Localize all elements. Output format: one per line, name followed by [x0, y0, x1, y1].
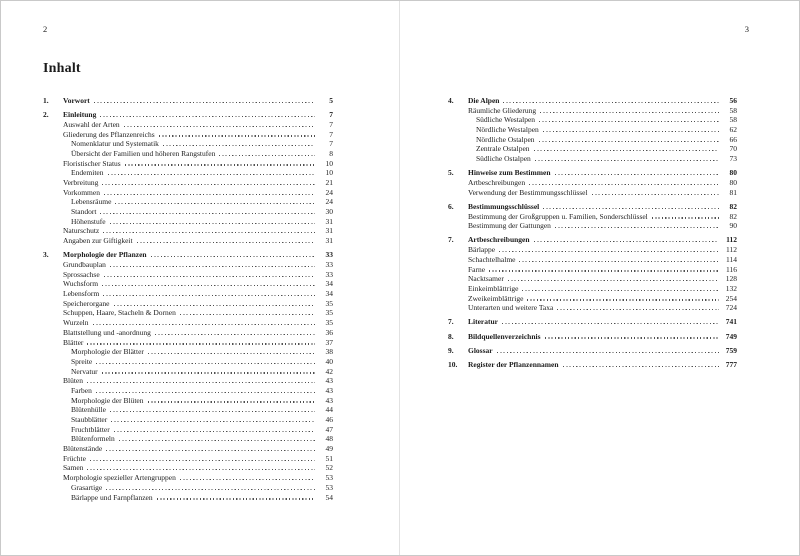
dotted-leader [90, 460, 315, 461]
toc-entry-page: 724 [725, 303, 737, 313]
toc-entry [448, 265, 737, 275]
toc-entry [448, 202, 737, 212]
toc-entry [43, 338, 333, 348]
toc-entry-label: Zweikeimblättrige [468, 293, 524, 303]
toc-entry [448, 125, 737, 135]
toc-entry [43, 367, 333, 377]
dotted-leader [502, 323, 719, 324]
toc-entry-label: Verwendung der Bestimmungsschlüssel [468, 187, 588, 197]
dotted-leader [529, 184, 719, 185]
dotted-leader [527, 299, 719, 300]
toc-entry [448, 294, 737, 304]
toc-entry [448, 360, 737, 370]
toc-entry-page: 21 [325, 178, 333, 187]
toc-entry [43, 357, 333, 367]
dotted-leader [114, 305, 315, 306]
toc-entry-page: 37 [325, 337, 333, 347]
toc-entry-page: 82 [729, 211, 737, 221]
toc-entry-page: 46 [325, 415, 333, 424]
toc-entry-page: 51 [325, 453, 333, 463]
toc-entry-label: Sprossachse [63, 269, 100, 279]
toc-entry-page: 66 [729, 134, 737, 144]
dotted-leader [180, 314, 315, 315]
toc-entry-page: 56 [729, 96, 737, 105]
toc-entry-label: Schuppen, Haare, Stacheln & Dornen [63, 308, 176, 318]
toc-entry-label: Bestimmung der Großgruppen u. Familien, Sonderschlüssel [468, 211, 648, 221]
dotted-leader [102, 184, 315, 185]
toc-entry-page: 38 [325, 347, 333, 357]
toc-entry-label: Vorwort [63, 96, 90, 105]
toc-entry [43, 444, 333, 454]
toc-entry-page: 43 [325, 395, 333, 405]
toc-entry-page: 31 [325, 226, 333, 236]
toc-entry-label: Blattstellung und -anordnung [63, 327, 151, 337]
toc-entry [448, 144, 737, 154]
toc-entry-label: Nördliche Westalpen [476, 125, 539, 135]
toc-entry-label: Morphologie der Blüten [71, 395, 144, 405]
toc-entry-label: Floristischer Status [63, 158, 121, 168]
dotted-leader [555, 174, 720, 175]
toc-entry-label: Lebensform [63, 289, 100, 299]
toc-entry-page: 7 [329, 119, 333, 129]
toc-entry [43, 415, 333, 425]
toc-entry-page: 10 [325, 158, 333, 168]
toc-entry-label: Fruchtblätter [71, 424, 110, 434]
dotted-leader [163, 145, 315, 146]
dotted-leader [106, 489, 315, 490]
toc-entry-page: 777 [725, 360, 737, 369]
toc-entry-page: 35 [325, 298, 333, 308]
dotted-leader [124, 126, 315, 127]
toc-entry [43, 139, 333, 149]
toc-entry-label: Wurzeln [63, 318, 89, 328]
toc-entry-label: Speicherorgane [63, 298, 110, 308]
toc-entry [43, 159, 333, 169]
toc-entry-label: Artbeschreibungen [468, 178, 526, 187]
toc-entry-number: 7. [448, 235, 454, 245]
toc-entry-page: 741 [725, 317, 737, 327]
toc-entry [43, 110, 333, 120]
toc-entry-number: 7. [448, 317, 454, 327]
toc-entry-number: 3. [43, 250, 49, 260]
toc-entry [43, 454, 333, 464]
toc-entry-page: 90 [729, 221, 737, 231]
toc-entry [448, 135, 737, 145]
dotted-leader [110, 411, 315, 412]
toc-entry-label: Südliche Westalpen [476, 115, 536, 125]
dotted-leader [103, 232, 315, 233]
toc-entry-page: 53 [325, 482, 333, 492]
dotted-leader [219, 155, 315, 156]
toc-entry [448, 178, 737, 188]
toc-entry-page: 114 [726, 254, 737, 264]
toc-entry-page: 44 [325, 405, 333, 415]
toc-entry [448, 212, 737, 222]
toc-entry-number: 6. [448, 201, 454, 211]
dotted-leader [111, 421, 315, 422]
dotted-leader [557, 309, 719, 310]
toc-entry-page: 33 [325, 250, 333, 260]
toc-entry-page: 33 [325, 260, 333, 269]
toc-entry-label: Spreite [71, 356, 93, 366]
toc-entry [448, 106, 737, 116]
toc-entry-label: Endemiten [71, 168, 104, 178]
toc-entry-label: Blütenhülle [71, 405, 106, 415]
dotted-leader [106, 450, 315, 451]
dotted-leader [87, 343, 315, 344]
toc-entry [448, 115, 737, 125]
dotted-leader [102, 285, 315, 286]
toc-entry-label: Naturschutz [63, 226, 100, 236]
toc-entry-page: 34 [325, 279, 333, 289]
toc-entry [43, 217, 333, 227]
toc-entry-label: Die Alpen [468, 96, 500, 105]
dotted-leader [148, 353, 315, 354]
toc-entry [448, 332, 737, 342]
toc-entry-label: Staubblätter [71, 415, 108, 424]
toc-entry-number: 5. [448, 168, 454, 178]
toc-entry-page: 52 [325, 463, 333, 473]
toc-entry-label: Blütenstände [63, 444, 103, 454]
dotted-leader [497, 352, 719, 353]
toc-entry [43, 299, 333, 309]
toc-entry [43, 120, 333, 130]
toc-entry [448, 303, 737, 313]
toc-entry [448, 235, 737, 245]
toc-entry-page: 58 [729, 115, 737, 125]
toc-entry-label: Früchte [63, 453, 86, 463]
dotted-leader [110, 223, 315, 224]
toc-entry-page: 24 [325, 197, 333, 207]
dotted-leader [94, 102, 315, 103]
toc-entry-page: 7 [329, 129, 333, 139]
toc-entry-page: 43 [325, 376, 333, 386]
dotted-leader [534, 150, 719, 151]
toc-entry-page: 24 [325, 187, 333, 197]
toc-entry-number: 9. [448, 345, 454, 355]
toc-entry-label: Bärlappe [468, 245, 496, 255]
toc-entry-page: 7 [329, 139, 333, 149]
dotted-leader [157, 498, 315, 499]
toc-entry-label: Blüten [63, 376, 83, 386]
dotted-leader [103, 295, 315, 296]
dotted-leader [100, 116, 315, 117]
toc-entry-page: 10 [325, 168, 333, 178]
toc-entry [43, 386, 333, 396]
toc-entry [43, 197, 333, 207]
dotted-leader [535, 160, 719, 161]
dotted-leader [137, 242, 315, 243]
toc-entry-label: Zentrale Ostalpen [476, 144, 530, 154]
dotted-leader [96, 363, 315, 364]
toc-entry [43, 279, 333, 289]
toc-entry-page: 35 [325, 318, 333, 328]
toc-entry-label: Südliche Ostalpen [476, 154, 531, 164]
toc-entry [448, 188, 737, 198]
toc-entry-number: 2. [43, 110, 49, 120]
toc-entry [448, 96, 737, 106]
toc-entry-label: Einleitung [63, 110, 97, 120]
dotted-leader [114, 431, 315, 432]
toc-entry [43, 483, 333, 493]
toc-entry-page: 132 [725, 283, 737, 293]
toc-entry [43, 318, 333, 328]
dotted-leader [159, 135, 315, 136]
toc-entry [43, 308, 333, 318]
toc-entry-label: Schachtelhalme [468, 254, 516, 264]
dotted-leader [539, 121, 719, 122]
toc-entry-label: Artbeschreibungen [468, 235, 530, 245]
toc-entry [43, 270, 333, 280]
toc-entry-label: Nervatur [71, 366, 98, 376]
toc-entry-page: 5 [329, 96, 333, 105]
dotted-leader [555, 227, 719, 228]
toc-entry-label: Nomenklatur und Systematik [71, 139, 159, 149]
dotted-leader [115, 203, 315, 204]
toc-entry-label: Samen [63, 463, 84, 473]
toc-entry [43, 188, 333, 198]
dotted-leader [540, 112, 719, 113]
dotted-leader [503, 102, 719, 103]
toc-entry-label: Gliederung des Pflanzenreichs [63, 129, 155, 139]
dotted-leader [87, 469, 315, 470]
toc-entry-page: 112 [726, 245, 737, 255]
toc-entry-label: Farben [71, 385, 92, 395]
toc-entry-label: Angaben zur Giftigkeit [63, 236, 133, 246]
toc-entry-label: Register der Pflanzennamen [468, 360, 559, 369]
dotted-leader [534, 241, 719, 242]
toc-entry-label: Auswahl der Arten [63, 119, 120, 129]
toc-entry [43, 347, 333, 357]
dotted-leader [151, 256, 315, 257]
dotted-leader [539, 141, 719, 142]
dotted-leader [489, 270, 719, 271]
toc-entry-label: Farne [468, 264, 486, 274]
toc-entry-page: 49 [325, 444, 333, 454]
toc-entry [448, 346, 737, 356]
dotted-leader [155, 334, 315, 335]
toc-entry [43, 434, 333, 444]
toc-entry-label: Standort [71, 207, 97, 217]
toc-entry [43, 396, 333, 406]
toc-entry-label: Grundbauplan [63, 260, 106, 269]
toc-entry-label: Hinweise zum Bestimmen [468, 168, 551, 178]
toc-entry [43, 96, 333, 106]
toc-entry-page: 8 [329, 148, 333, 158]
dotted-leader [104, 276, 315, 277]
page-right [400, 1, 799, 555]
toc-entry [43, 260, 333, 270]
toc-entry [43, 207, 333, 217]
toc-entry-page: 128 [725, 274, 737, 284]
toc-entry-page: 81 [729, 187, 737, 197]
toc-entry-label: Grasartige [71, 482, 103, 492]
toc-entry-page: 31 [325, 236, 333, 246]
toc-entry [448, 245, 737, 255]
dotted-leader [519, 261, 719, 262]
dotted-leader [543, 131, 719, 132]
page-number-right: 3 [744, 24, 749, 34]
toc-entry-label: Bärlappe und Farnpflanzen [71, 492, 153, 502]
toc-entry [43, 250, 333, 260]
toc-entry-label: Literatur [468, 317, 498, 327]
toc-entry [448, 168, 737, 178]
toc-entry [448, 284, 737, 294]
toc-entry-label: Nacktsamer [468, 274, 504, 284]
toc-entry [43, 376, 333, 386]
dotted-leader [592, 194, 719, 195]
toc-entry-label: Nördliche Ostalpen [476, 134, 535, 144]
toc-entry [43, 328, 333, 338]
toc-entry-label: Glossar [468, 345, 493, 355]
toc-left [43, 96, 333, 502]
toc-entry-number: 8. [448, 331, 454, 341]
toc-entry-label: Bestimmung der Gattungen [468, 221, 551, 231]
toc-entry [43, 425, 333, 435]
dotted-leader [93, 324, 315, 325]
toc-entry-page: 34 [325, 289, 333, 299]
toc-entry-page: 82 [729, 201, 737, 211]
toc-entry [448, 221, 737, 231]
toc-entry-page: 48 [325, 434, 333, 444]
toc-entry-label: Bestimmungsschlüssel [468, 201, 540, 211]
toc-entry-label: Vorkommen [63, 187, 100, 197]
toc-entry-page: 53 [325, 473, 333, 483]
toc-entry-label: Bildquellenverzeichnis [468, 331, 541, 341]
dotted-leader [87, 382, 315, 383]
toc-entry-page: 35 [325, 308, 333, 318]
toc-entry [448, 255, 737, 265]
toc-entry-label: Morphologie der Pflanzen [63, 250, 147, 260]
toc-entry-label: Höhenstufe [71, 216, 106, 226]
toc-right [448, 96, 737, 370]
toc-entry-page: 33 [325, 269, 333, 279]
dotted-leader [119, 440, 315, 441]
toc-entry-number: 10. [448, 360, 458, 369]
toc-entry-page: 80 [729, 168, 737, 178]
dotted-leader [180, 479, 315, 480]
dotted-leader [110, 266, 315, 267]
dotted-leader [96, 392, 315, 393]
toc-entry [43, 463, 333, 473]
toc-entry-page: 749 [725, 331, 737, 341]
dotted-leader [508, 280, 719, 281]
toc-entry [43, 178, 333, 188]
dotted-leader [148, 401, 316, 402]
toc-entry-page: 116 [726, 264, 737, 274]
dotted-leader [652, 217, 719, 218]
toc-entry [448, 317, 737, 327]
toc-entry-page: 759 [725, 345, 737, 355]
toc-entry-page: 31 [325, 216, 333, 226]
page-left [1, 1, 400, 555]
dotted-leader [125, 164, 315, 165]
dotted-leader [102, 372, 315, 373]
toc-entry-page: 70 [729, 144, 737, 154]
dotted-leader [104, 194, 315, 195]
toc-entry-page: 62 [729, 125, 737, 135]
toc-entry-page: 30 [325, 207, 333, 217]
toc-entry-page: 254 [725, 293, 737, 303]
toc-entry-page: 80 [729, 178, 737, 187]
dotted-leader [522, 290, 719, 291]
toc-entry-page: 43 [325, 385, 333, 395]
toc-entry-page: 58 [729, 105, 737, 115]
toc-entry [43, 405, 333, 415]
dotted-leader [545, 337, 719, 338]
toc-entry-page: 73 [729, 154, 737, 164]
toc-entry-page: 7 [329, 110, 333, 120]
toc-entry-label: Wuchsform [63, 279, 99, 289]
toc-entry-label: Morphologie der Blätter [71, 347, 144, 357]
toc-entry-label: Unterarten und weitere Taxa [468, 303, 554, 313]
toc-entry [43, 168, 333, 178]
toc-entry-label: Blütenformeln [71, 434, 115, 444]
toc-entry-number: 4. [448, 96, 454, 105]
toc-entry-number: 1. [43, 96, 49, 105]
toc-entry [448, 154, 737, 164]
toc-entry [43, 236, 333, 246]
toc-entry [43, 130, 333, 140]
toc-entry-page: 112 [726, 235, 737, 245]
toc-entry [43, 149, 333, 159]
toc-entry [43, 493, 333, 503]
dotted-leader [100, 213, 315, 214]
toc-entry [43, 289, 333, 299]
toc-entry-label: Verbreitung [63, 178, 99, 187]
toc-entry-page: 40 [325, 356, 333, 366]
dotted-leader [108, 174, 316, 175]
dotted-leader [499, 251, 719, 252]
toc-entry-label: Einkeimblättrige [468, 283, 519, 293]
toc-entry-label: Übersicht der Familien und höheren Rangstufen [71, 148, 216, 158]
toc-entry [43, 473, 333, 483]
toc-entry-page: 42 [325, 366, 333, 376]
toc-heading: Inhalt [43, 61, 81, 76]
toc-entry-label: Blätter [63, 337, 84, 347]
toc-entry-label: Lebensräume [71, 197, 112, 207]
dotted-leader [543, 208, 719, 209]
toc-entry [43, 226, 333, 236]
dotted-leader [563, 366, 719, 367]
toc-entry-page: 54 [325, 492, 333, 502]
toc-entry-label: Räumliche Gliederung [468, 105, 537, 115]
toc-entry [448, 274, 737, 284]
toc-entry-page: 47 [325, 424, 333, 434]
toc-entry-page: 36 [325, 327, 333, 337]
toc-entry-label: Morphologie spezieller Artengruppen [63, 473, 176, 483]
page-number-left: 2 [43, 24, 48, 34]
